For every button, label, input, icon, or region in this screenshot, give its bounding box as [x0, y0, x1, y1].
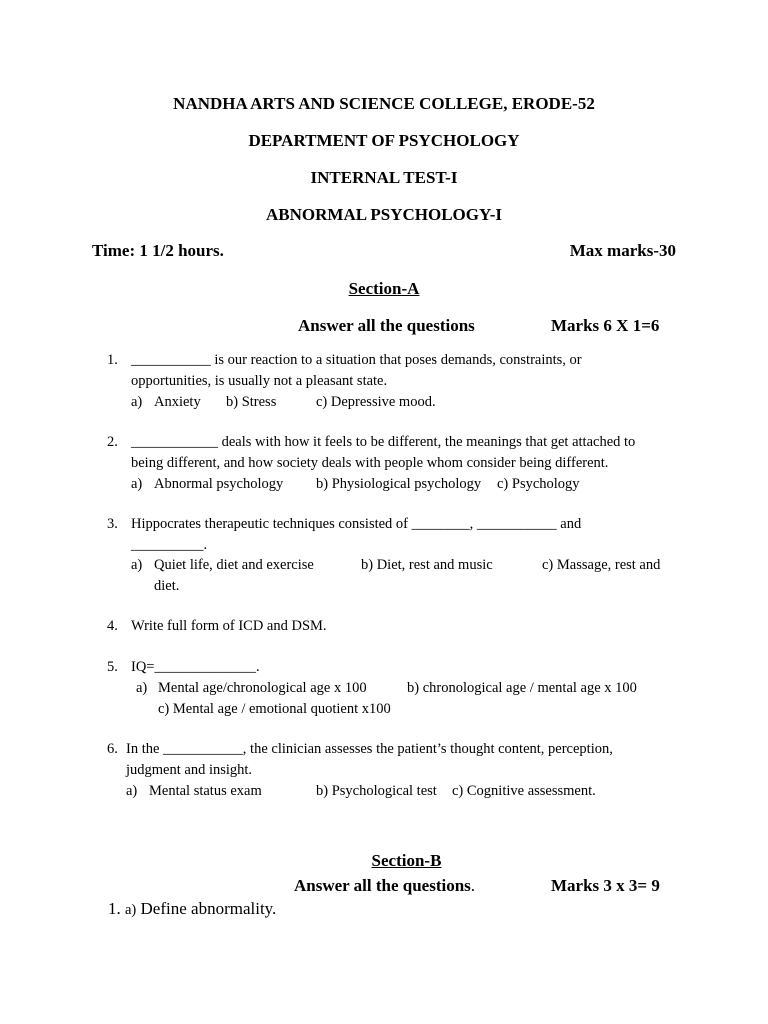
option-b: b) Physiological psychology: [316, 476, 482, 492]
option-marker: a): [136, 680, 148, 696]
option-a: Quiet life, diet and exercise: [154, 557, 314, 573]
question-number: 3.: [107, 516, 118, 532]
option-b: b) chronological age / mental age x 100: [407, 680, 637, 696]
question-text: Write full form of ICD and DSM.: [131, 618, 327, 634]
option-a: Anxiety: [154, 394, 201, 410]
question-number: 1.: [108, 899, 121, 918]
section-a-instruction: Answer all the questions: [298, 316, 475, 335]
option-c: c) Mental age / emotional quotient x100: [158, 701, 391, 717]
college-name: NANDHA ARTS AND SCIENCE COLLEGE, ERODE-52: [173, 94, 595, 113]
subject-title: ABNORMAL PSYCHOLOGY-I: [266, 205, 502, 224]
option-c: c) Massage, rest and: [542, 557, 661, 573]
option-marker: a): [131, 394, 143, 410]
time-label: Time: 1 1/2 hours.: [92, 241, 224, 260]
test-title: INTERNAL TEST-I: [310, 168, 458, 187]
section-b-instruction-period: .: [470, 876, 476, 895]
question-text-cont: judgment and insight.: [126, 762, 253, 778]
option-b: b) Psychological test: [316, 783, 437, 799]
question-number: 5.: [107, 659, 118, 675]
option-a: Abnormal psychology: [154, 476, 284, 492]
option-a: Mental status exam: [149, 783, 262, 799]
option-marker: a): [131, 476, 143, 492]
question-text: In the ___________, the clinician assesses the patient’s thought content, perception,: [126, 741, 613, 757]
sub-question-marker: a): [125, 902, 137, 918]
section-a-title: Section-A: [348, 279, 420, 298]
question-number: 4.: [107, 618, 118, 634]
question-text: Hippocrates therapeutic techniques consisted of ________, ___________ and: [131, 516, 582, 532]
department-title: DEPARTMENT OF PSYCHOLOGY: [248, 131, 520, 150]
question-text: ____________ deals with how it feels to be different, the meanings that get attached to: [131, 434, 636, 450]
section-a-marks: Marks 6 X 1=6: [551, 316, 660, 335]
section-b-instruction-text: Answer all the questions: [294, 876, 471, 895]
max-marks-label: Max marks-30: [569, 241, 676, 260]
question-text-cont: __________.: [131, 537, 208, 553]
question-text-cont: being different, and how society deals with people whom consider being different.: [131, 455, 609, 471]
question-text: Define abnormality.: [140, 899, 277, 918]
question-number: 6.: [107, 741, 118, 757]
question-text: ___________ is our reaction to a situation that poses demands, constraints, or: [131, 352, 582, 368]
option-b: b) Diet, rest and music: [361, 557, 493, 573]
option-marker: a): [131, 557, 143, 573]
question-text-cont: opportunities, is usually not a pleasant state.: [131, 373, 388, 389]
question-text: IQ=______________.: [131, 659, 260, 675]
option-b: b) Stress: [226, 394, 277, 410]
question-number: 1.: [107, 352, 118, 368]
section-b-title: Section-B: [371, 851, 442, 870]
option-marker: a): [126, 783, 138, 799]
option-c: c) Depressive mood.: [316, 394, 436, 410]
option-a-cont: diet.: [154, 578, 180, 594]
section-b-question-1: [108, 899, 276, 919]
section-b-marks: Marks 3 x 3= 9: [551, 876, 660, 895]
question-number: 2.: [107, 434, 118, 450]
option-c: c) Cognitive assessment.: [452, 783, 596, 799]
section-b-instruction: [294, 876, 475, 896]
option-a: Mental age/chronological age x 100: [158, 680, 367, 696]
option-c: c) Psychology: [497, 476, 580, 492]
